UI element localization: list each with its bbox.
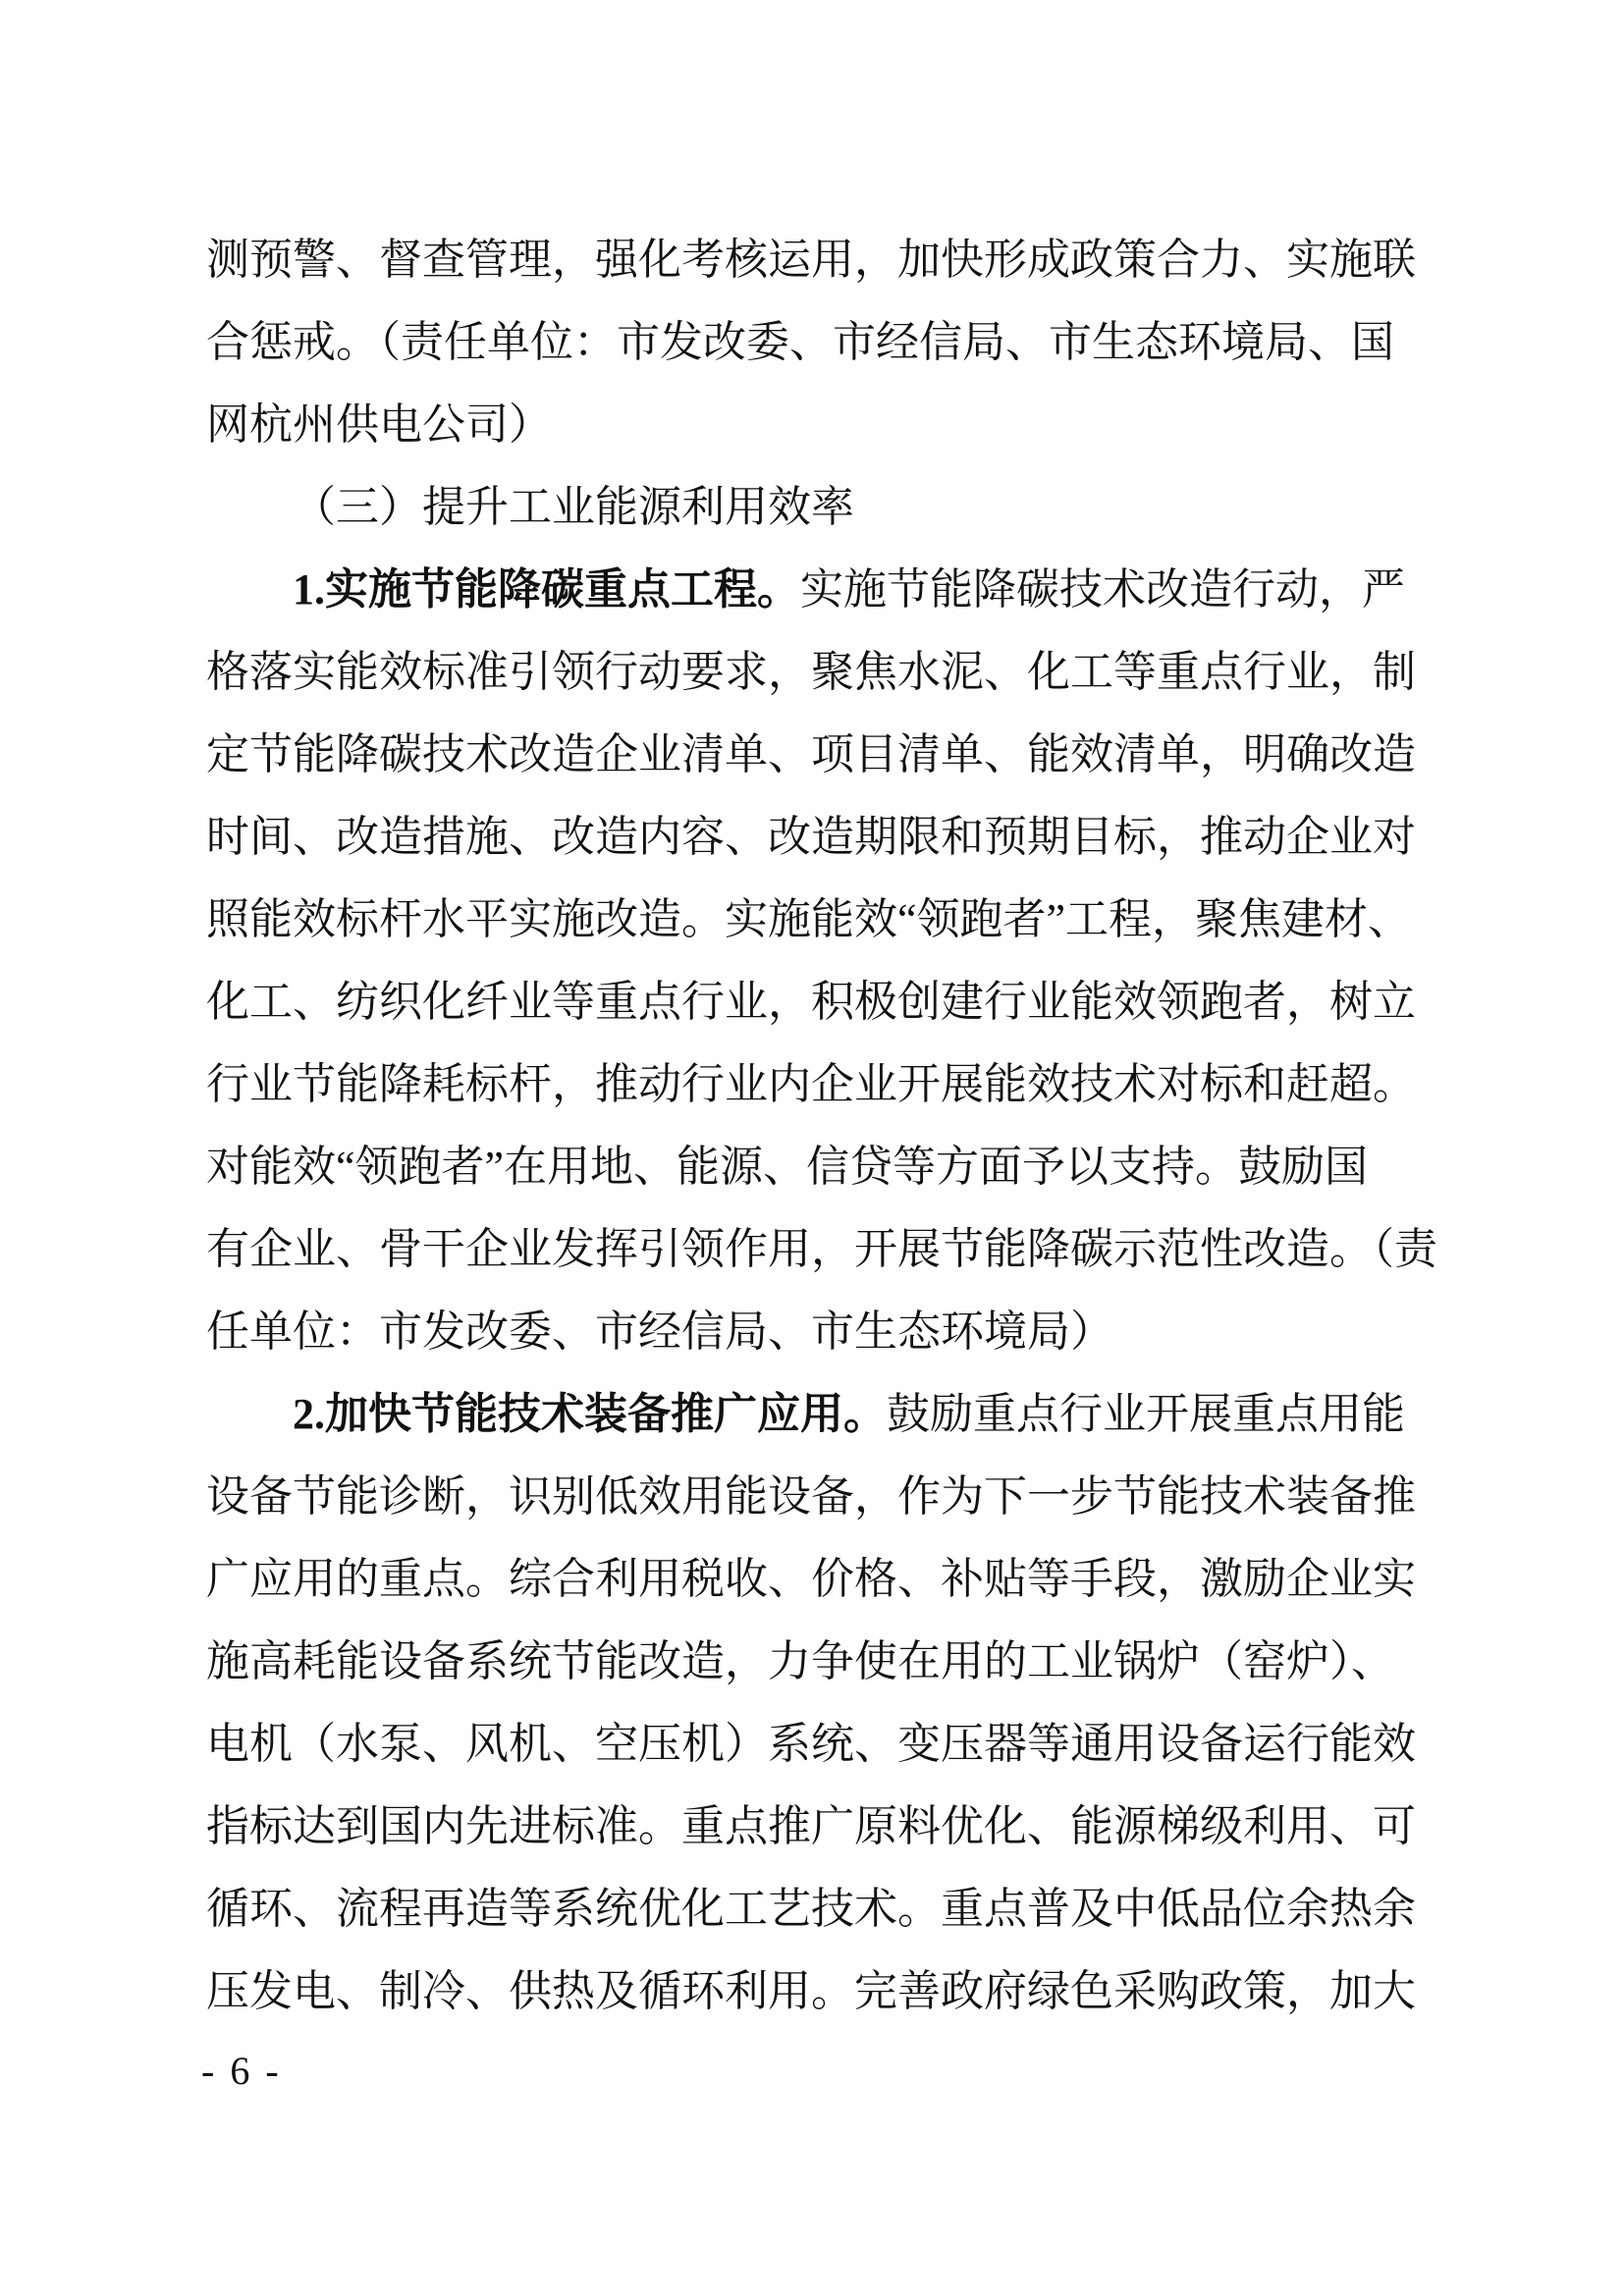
text-line-segment: 有企业、骨干企业发挥引领作用，开展节能降碳示范性改造。（责 [206, 1225, 1437, 1273]
text-line [206, 879, 1420, 961]
text-line-segment: 网杭州供电公司） [206, 400, 552, 449]
text-line-segment: 电机（水泵、风机、空压机）系统、变压器等通用设备运行能效 [206, 1720, 1416, 1768]
text-line [206, 1703, 1420, 1786]
text-line-segment: 行业节能降耗标杆，推动行业内企业开展能效技术对标和赶超。 [206, 1060, 1416, 1108]
text-line [206, 219, 1420, 301]
section-heading-text: （三）提升工业能源利用效率 [293, 483, 854, 531]
text-line [206, 384, 1420, 466]
text-line [206, 1868, 1420, 1950]
text-line-segment: 对能效“领跑者”在用地、能源、信贷等方面予以支持。鼓励国 [206, 1143, 1369, 1191]
text-line [206, 796, 1420, 879]
text-line [206, 1373, 1420, 1456]
text-line [206, 631, 1420, 714]
text-line [206, 714, 1420, 796]
text-line-segment: 指标达到国内先进标准。重点推广原料优化、能源梯级利用、可 [206, 1802, 1416, 1850]
text-line [206, 1043, 1420, 1126]
text-line [206, 1291, 1420, 1373]
text-line-segment: 任单位：市发改委、市经信局、市生态环境局） [206, 1308, 1113, 1356]
text-line-segment: 鼓励重点行业开展重点用能 [887, 1390, 1405, 1438]
text-line-segment: 施高耗能设备系统节能改造，力争使在用的工业锅炉（窑炉）、 [206, 1637, 1394, 1685]
page-number: - 6 - [201, 2049, 282, 2093]
text-line [206, 1621, 1420, 1703]
text-line-segment: 测预警、督查管理，强化考核运用，加快形成政策合力、实施联 [206, 236, 1416, 284]
item-heading-bold: 2.加快节能技术装备推广应用。 [293, 1390, 887, 1438]
text-line-segment: 定节能降碳技术改造企业清单、项目清单、能效清单，明确改造 [206, 730, 1416, 778]
text-line-segment: 循环、流程再造等系统优化工艺技术。重点普及中低品位余热余 [206, 1885, 1416, 1933]
text-line-segment: 广应用的重点。综合利用税收、价格、补贴等手段，激励企业实 [206, 1555, 1416, 1603]
text-line-segment: 实施节能降碳技术改造行动，严 [800, 565, 1405, 614]
section-heading-line [206, 466, 1420, 549]
text-line [206, 1208, 1437, 1291]
text-line [206, 1456, 1420, 1538]
text-line [206, 1538, 1420, 1621]
text-line [206, 1786, 1420, 1868]
text-line [206, 961, 1420, 1043]
text-line-segment: 压发电、制冷、供热及循环利用。完善政府绿色采购政策，加大 [206, 1967, 1416, 2015]
document-body [206, 219, 1437, 2033]
text-line-segment: 合惩戒。（责任单位：市发改委、市经信局、市生态环境局、国 [206, 318, 1394, 366]
text-line-segment: 格落实能效标准引领行动要求，聚焦水泥、化工等重点行业，制 [206, 648, 1416, 696]
text-line-segment: 时间、改造措施、改造内容、改造期限和预期目标，推动企业对 [206, 813, 1416, 861]
text-line-segment: 化工、纺织化纤业等重点行业，积极创建行业能效领跑者，树立 [206, 978, 1416, 1026]
text-line [206, 301, 1420, 384]
text-line [206, 1950, 1420, 2033]
text-line [206, 1126, 1420, 1208]
item-heading-bold: 1.实施节能降碳重点工程。 [293, 565, 800, 614]
text-line-segment: 设备节能诊断，识别低效用能设备，作为下一步节能技术装备推 [206, 1472, 1416, 1521]
text-line-segment: 照能效标杆水平实施改造。实施能效“领跑者”工程，聚焦建材、 [206, 895, 1412, 943]
text-line [206, 549, 1420, 631]
